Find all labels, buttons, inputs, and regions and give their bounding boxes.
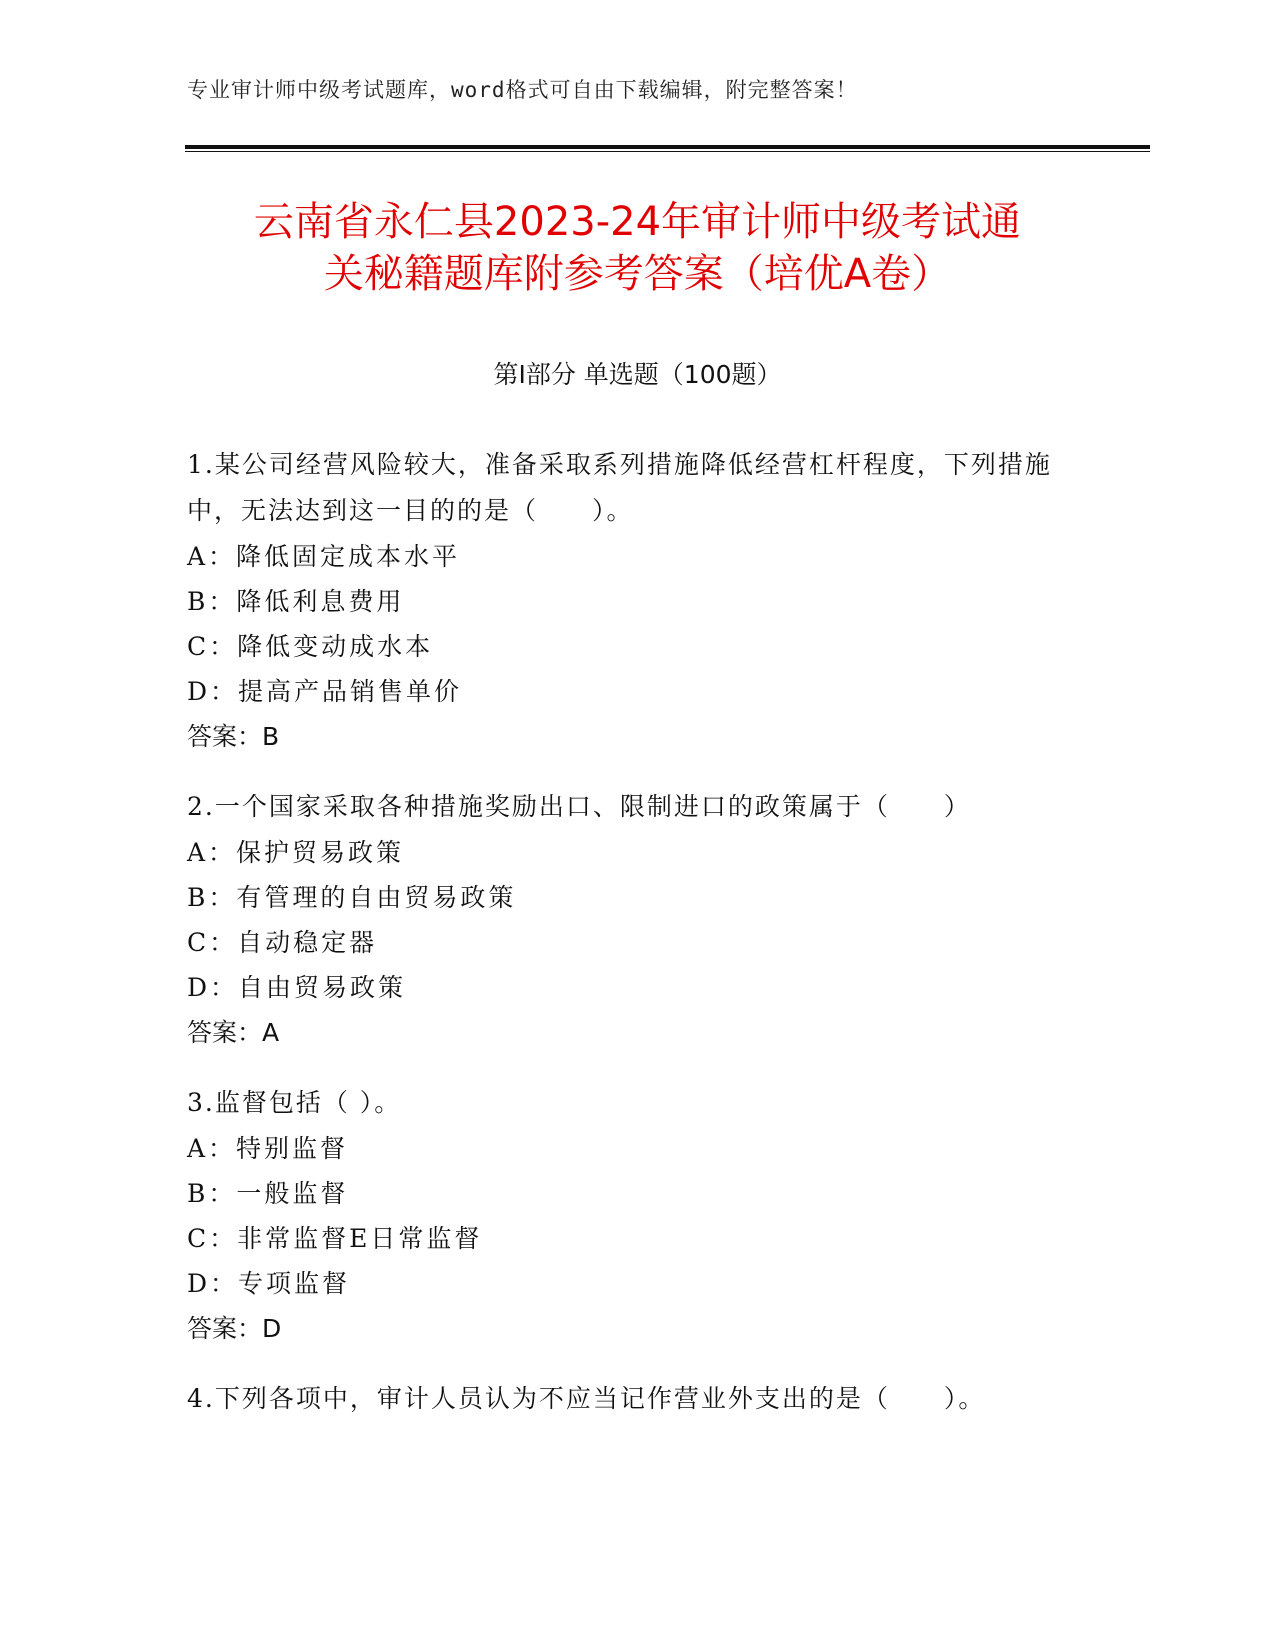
option-b: B：有管理的自由贸易政策: [187, 883, 517, 912]
header-rule-thick: [185, 145, 1150, 149]
answer: 答案：A: [187, 1018, 280, 1047]
question-3: [187, 1080, 1087, 1352]
question-text: 1.某公司经营风险较大，准备采取系列措施降低经营杠杆程度，下列措施中，无法达到这一目的的是（ ）。: [187, 450, 1052, 525]
option-b: B：一般监督: [187, 1179, 349, 1208]
header-rule-thin: [185, 151, 1150, 152]
question-2: [187, 784, 1087, 1056]
document-title: [0, 196, 1275, 300]
option-d: D：提高产品销售单价: [187, 677, 463, 706]
title-line-1: 云南省永仁县2023-24年审计师中级考试通: [253, 199, 1022, 245]
question-list: [187, 442, 1087, 1446]
option-c: C：降低变动成水本: [187, 632, 434, 661]
question-1: [187, 442, 1087, 760]
answer: 答案：B: [187, 722, 280, 751]
option-d: D：专项监督: [187, 1269, 351, 1298]
option-c: C：自动稳定器: [187, 928, 378, 957]
option-d: D：自由贸易政策: [187, 973, 407, 1002]
question-text: 3.监督包括（ ）。: [187, 1088, 402, 1117]
option-c: C：非常监督E日常监督: [187, 1224, 483, 1253]
option-a: A：降低固定成本水平: [187, 542, 461, 571]
question-4: [187, 1376, 1087, 1422]
option-a: A：保护贸易政策: [187, 838, 405, 867]
question-text: 4.下列各项中，审计人员认为不应当记作营业外支出的是（ ）。: [187, 1384, 986, 1413]
question-text: 2.一个国家采取各种措施奖励出口、限制进口的政策属于（ ）: [187, 792, 971, 821]
title-line-2: 关秘籍题库附参考答案（培优A卷）: [323, 251, 952, 297]
option-b: B：降低利息费用: [187, 587, 405, 616]
section-title: 第I部分 单选题（100题）: [493, 360, 782, 389]
option-a: A：特别监督: [187, 1134, 349, 1163]
answer: 答案：D: [187, 1314, 282, 1343]
header-note: 专业审计师中级考试题库，word格式可自由下载编辑，附完整答案！: [187, 78, 858, 102]
